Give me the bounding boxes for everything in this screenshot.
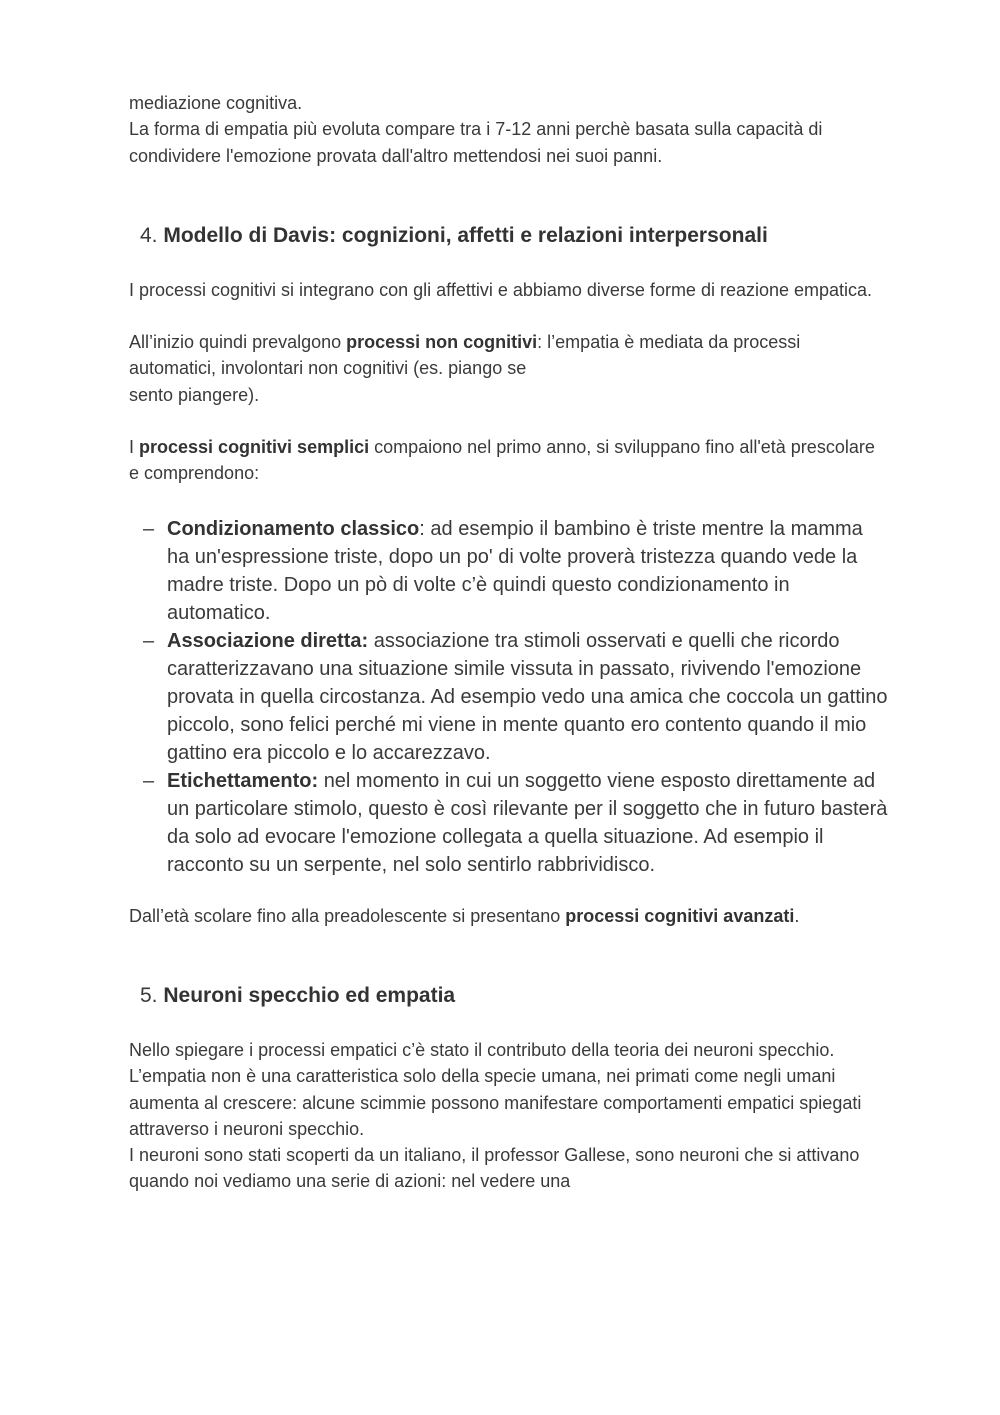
document-page <box>129 90 889 1195</box>
bold-term: processi non cognitivi <box>346 332 538 353</box>
text: sento piangere). <box>129 384 260 405</box>
paragraph: Nello spiegare i processi empatici c’è stato il contributo della teoria dei neuroni specchio. <box>129 1039 835 1060</box>
dash-bullet: – <box>143 769 155 792</box>
text: . <box>794 905 800 926</box>
paragraph <box>129 329 889 408</box>
paragraph: I processi cognitivi si integrano con gli affettivi e abbiamo diverse forme di reazione empatica. <box>129 279 873 300</box>
text: : l’empatia è mediata da processi automatici, involontari non cognitivi (es. piango se <box>129 332 801 379</box>
list-item <box>129 767 889 879</box>
list-item <box>129 627 889 767</box>
heading-bold: Modello di Davis <box>163 223 330 247</box>
paragraph <box>129 903 889 929</box>
dash-bullet: – <box>143 629 155 652</box>
section-number: 4. <box>140 223 158 247</box>
section-5-heading <box>129 981 889 1011</box>
paragraph: L’empatia non è una caratteristica solo della specie umana, nei primati come negli umani aumenta al crescere: alcune scimmie possono manifestare comportamenti empatici spiegati attraverso i neuroni specchio. <box>129 1066 862 1139</box>
text: All’inizio quindi prevalgono <box>129 332 347 353</box>
list-term: Condizionamento classico <box>167 517 420 540</box>
dash-bullet: – <box>143 517 155 540</box>
heading-bold: cognizioni, affetti e relazioni interpersonali <box>341 223 768 247</box>
heading-sep: : <box>329 223 342 247</box>
heading-bold: Neuroni specchio ed empatia <box>163 983 456 1007</box>
text: I <box>129 437 140 458</box>
list-term: Etichettamento: <box>167 769 319 792</box>
text: compaiono nel primo anno, si sviluppano fino all'età prescolare e comprendono: <box>129 437 875 484</box>
text: : <box>419 517 431 540</box>
list-text: nel momento in cui un soggetto viene esposto direttamente ad un particolare stimolo, questo è così rilevante per il soggetto che in futuro basterà da solo ad evocare l'emozione collegata a quella situazione. Ad esempio il racconto su un serpente, nel solo sentirlo rabbrividisco. <box>167 769 888 876</box>
list-item <box>129 515 889 627</box>
bold-term: processi cognitivi avanzati <box>565 905 795 926</box>
intro-paragraph: La forma di empatia più evoluta compare tra i 7-12 anni perchè basata sulla capacità di condividere l'emozione provata dall'altro mettendosi nei suoi panni. <box>129 119 823 166</box>
bullet-list <box>129 515 889 879</box>
text: Dall’età scolare fino alla preadolescente si presentano <box>129 905 566 926</box>
section-4-heading <box>129 221 889 251</box>
bold-term: processi cognitivi semplici <box>139 437 370 458</box>
intro-line: mediazione cognitiva. <box>129 93 303 113</box>
paragraph <box>129 434 889 487</box>
list-text: ad esempio il bambino è triste mentre la mamma ha un'espressione triste, dopo un po' di volte proverà tristezza quando vede la madre triste. Dopo un pò di volte c’è quindi questo condizionamento in automatico. <box>167 517 863 624</box>
paragraph: I neuroni sono stati scoperti da un italiano, il professor Gallese, sono neuroni che si attivano quando noi vediamo una serie di azioni: nel vedere una <box>129 1145 860 1192</box>
list-text: associazione tra stimoli osservati e quelli che ricordo caratterizzavano una situazione simile vissuta in passato, rivivendo l'emozione provata in quella circostanza. Ad esempio vedo una amica che coccola un gattino piccolo, sono felici perché mi viene in mente quanto ero contento quando il mio gattino era piccolo e lo accarezzavo. <box>167 629 888 764</box>
list-term: Associazione diretta: <box>167 629 369 652</box>
section-number: 5. <box>140 983 158 1007</box>
